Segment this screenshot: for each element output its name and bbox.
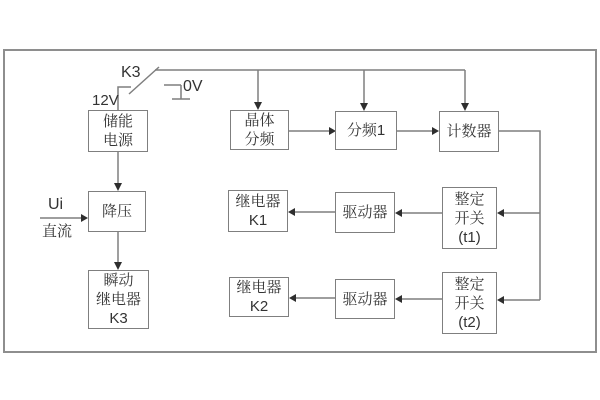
box-label-line: 开关 <box>454 209 485 227</box>
arrow-left-relay-k1 <box>288 208 295 216</box>
counter-feedback-wire <box>499 131 540 300</box>
box-storage-power <box>88 110 148 152</box>
arrow-left-t1 <box>497 209 504 217</box>
box-label-line: 晶体 <box>244 112 275 129</box>
box-label-line: 储能 <box>102 113 133 130</box>
box-label-line: 整定 <box>454 190 485 208</box>
ui-input-label: Ui <box>48 196 64 213</box>
arrow-left-t2 <box>497 296 504 304</box>
box-setting-switch-t1 <box>442 187 497 249</box>
box-counter <box>439 111 499 152</box>
arrow-down-divider <box>360 103 368 111</box>
arrow-down-crystal <box>254 102 262 110</box>
box-label-line: 继电器 <box>95 291 141 308</box>
box-label-line: 降压 <box>101 203 132 220</box>
box-setting-switch-t2 <box>442 272 497 334</box>
box-label-line: 分频1 <box>346 122 386 139</box>
box-relay-k1 <box>228 190 288 232</box>
box-step-down <box>88 191 146 232</box>
box-label-line: K3 <box>109 310 128 327</box>
box-label-line: 继电器 <box>236 279 282 296</box>
box-label-line: K2 <box>249 298 269 315</box>
box-label-line: (t1) <box>458 228 481 246</box>
arrow-left-driver1 <box>395 209 402 217</box>
box-instant-relay-k3 <box>88 270 149 329</box>
box-label-line: 驱动器 <box>342 290 388 308</box>
box-label-line: 驱动器 <box>342 204 388 221</box>
arrow-right-ui <box>81 214 88 222</box>
box-label-line: 分频 <box>244 131 275 148</box>
box-divider-1 <box>335 111 397 150</box>
supply-wire <box>118 87 131 110</box>
ground-0v-label: 0V <box>183 78 203 95</box>
box-label-line: (t2) <box>458 313 481 331</box>
arrow-down-counter <box>461 103 469 111</box>
supply-12v-label: 12V <box>92 92 119 109</box>
arrow-down-stepdown <box>114 183 122 191</box>
box-label-line: K1 <box>248 212 268 229</box>
arrow-right-counter <box>432 127 439 135</box>
box-driver-k1 <box>335 192 395 233</box>
arrow-down-relay-k3 <box>114 262 122 270</box>
arrow-left-relay-k2 <box>289 294 296 302</box>
box-label-line: 瞬动 <box>103 272 134 289</box>
arrow-left-driver2 <box>395 295 402 303</box>
box-label-line: 开关 <box>454 294 485 312</box>
box-label-line: 计数器 <box>446 123 492 140</box>
k3-switch-label: K3 <box>121 64 141 81</box>
box-label-line: 整定 <box>454 275 485 293</box>
box-relay-k2 <box>229 277 289 317</box>
box-label-line: 继电器 <box>235 193 281 210</box>
box-crystal-divider <box>230 110 289 150</box>
dc-input-label: 直流 <box>42 223 73 240</box>
box-label-line: 电源 <box>102 132 133 149</box>
box-driver-k2 <box>335 279 395 319</box>
